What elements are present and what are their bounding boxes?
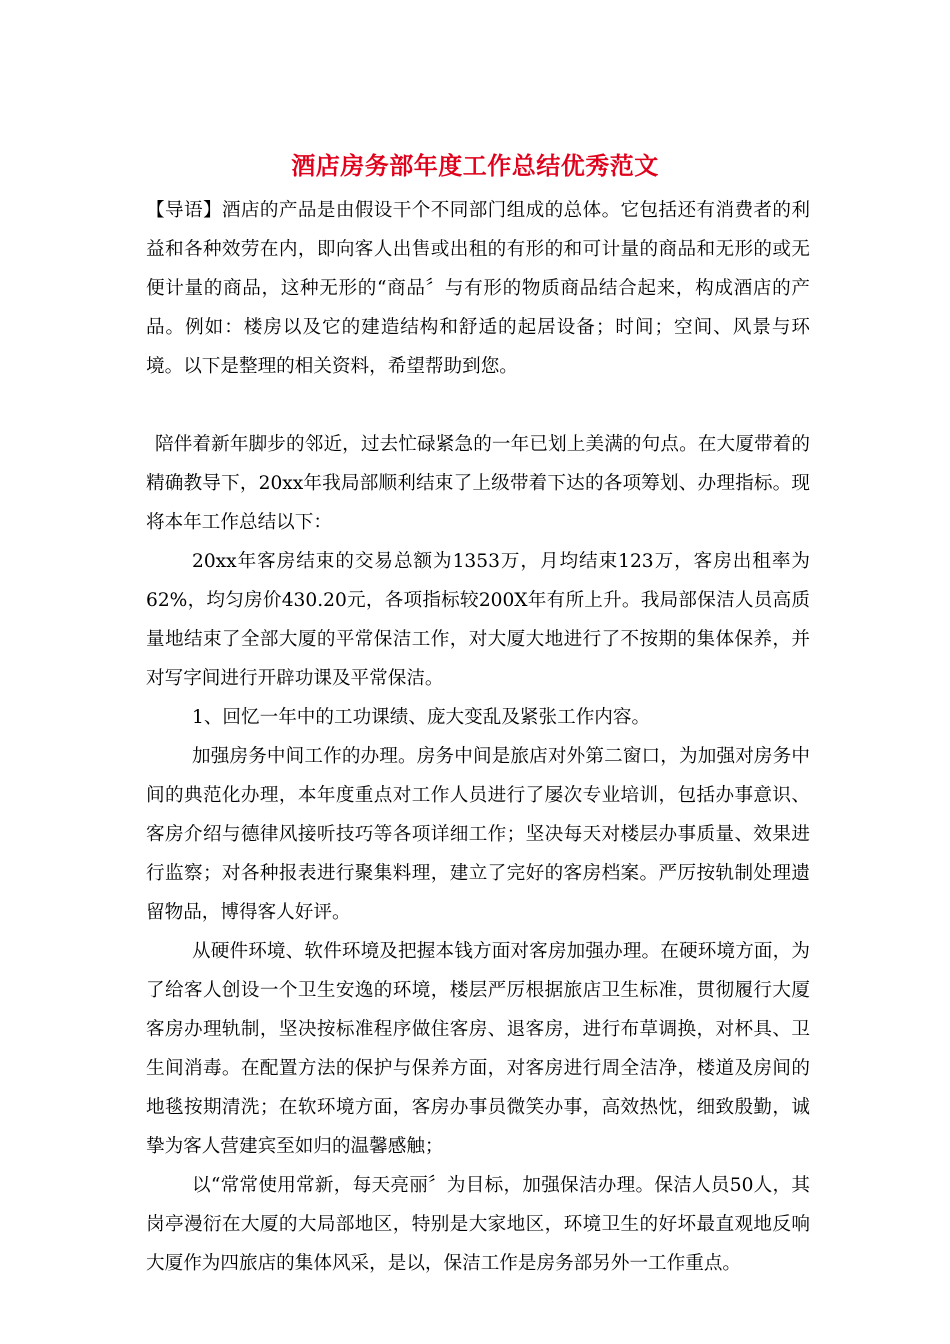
paragraph-spacer (146, 386, 810, 425)
environment-paragraph: 从硬件环境、软件环境及把握本钱方面对客房加强办理。在硬环境方面，为了给客人创设一个卫生安逸的环境，楼层严厉根据旅店卫生标准，贯彻履行大厦客房办理轨制，坚决按标准程序做住客房、退客房，进行布草调换，对杯具、卫生间消毒。在配置方法的保护与保养方面，对客房进行周全洁净，楼道及房间的地毯按期清洗；在软环境方面，客房办事员微笑办事，高效热忱，细致殷勤，诚挚为客人营建宾至如归的温馨感触； (146, 941, 810, 1157)
section-heading-1: 1、回忆一年中的工功课绩、庞大变乱及紧张工作内容。 (192, 707, 651, 728)
document-title: 酒店房务部年度工作总结优秀范文 (291, 151, 659, 180)
service-center-paragraph: 加强房务中间工作的办理。房务中间是旅店对外第二窗口，为加强对房务中间的典范化办理，本年度重点对工作人员进行了屡次专业培训，包括办事意识、客房介绍与德律风接听技巧等各项详细工作；坚决每天对楼层办事质量、效果进行监察；对各种报表进行聚集料理，建立了完好的客房档案。严厉按轨制处理遗留物品，博得客人好评。 (146, 746, 810, 923)
cleaning-paragraph: 以“常常使用常新，每天亮丽〞为目标，加强保洁办理。保洁人员50人，其岗亭漫衍在大厦的大局部地区，特别是大家地区，环境卫生的好坏最直观地反响大厦作为四旅店的集体风采，是以，保洁工作是房务部另外一工作重点。 (146, 1175, 810, 1274)
opening-paragraph: 陪伴着新年脚步的邻近，过去忙碌紧急的一年已划上美满的句点。在大厦带着的精确教导下，20xx年我局部顺利结束了上级带着下达的各项筹划、办理指标。现将本年工作总结以下： (146, 434, 810, 533)
intro-paragraph: 【导语】酒店的产品是由假设干个不同部门组成的总体。它包括还有消费者的利益和各种效劳在内，即向客人出售或出租的有形的和可计量的商品和无形的或无便计量的商品，这种无形的“商品〞与有形的物质商品结合起来，构成酒店的产品。例如：楼房以及它的建造结构和舒适的起居设备；时间；空间、风景与环境。以下是整理的相关资料，希望帮助到您。 (146, 200, 810, 377)
document-body (146, 191, 810, 1283)
figures-paragraph: 20xx年客房结束的交易总额为1353万，月均结束123万，客房出租率为62%，均匀房价430.20元，各项指标较200X年有所上升。我局部保洁人员高质量地结束了全部大厦的平常保洁工作，对大厦大地进行了不按期的集体保养，并对写字间进行开辟功课及平常保洁。 (146, 551, 810, 689)
